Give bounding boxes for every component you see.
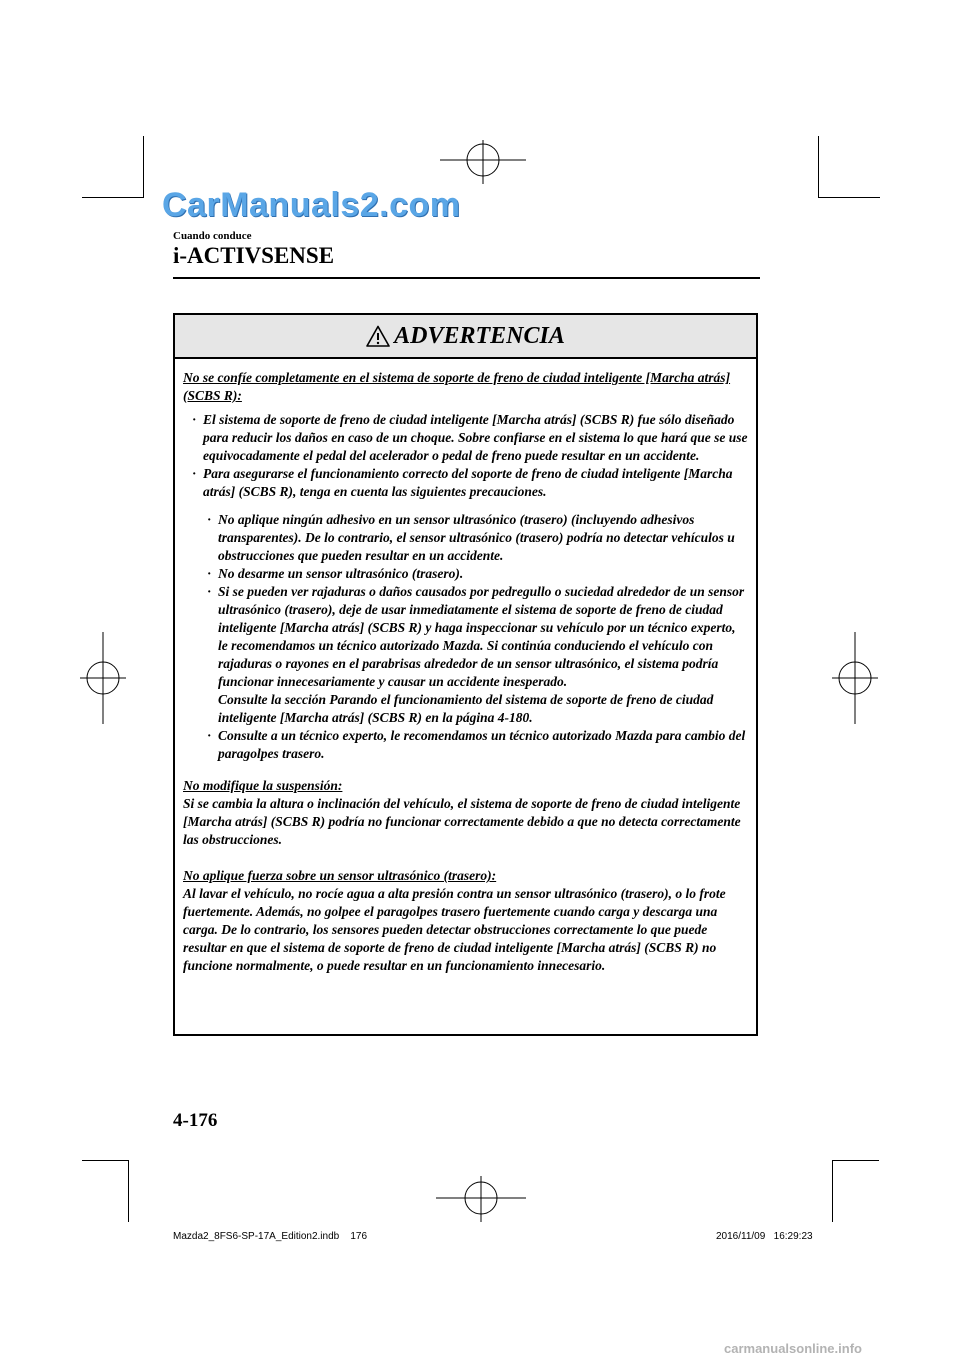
warning-heading-3: No aplique fuerza sobre un sensor ultrasónico (trasero): <box>183 868 497 883</box>
list-item: · El sistema de soporte de freno de ciudad inteligente [Marcha atrás] (SCBS R) fue sólo diseñado para reducir los daños en caso de un choque. Sobre confiarse en el sistema lo que hará que se use equivocadamente el pedal del acelerador o pedal de freno puede resultar en un accidente. <box>183 411 748 465</box>
section-label: Cuando conduce <box>173 230 252 242</box>
warning-text-2: Si se cambia la altura o inclinación del vehículo, el sistema de soporte de freno de ciudad inteligente [Marcha atrás] (SCBS R) podría no funcionar correctamente debido a que no detecta correctamente las obstrucciones. <box>183 796 741 847</box>
warning-bullet-list <box>183 411 748 501</box>
list-item: · Consulte a un técnico experto, le recomendamos un técnico autorizado Mazda para cambio del paragolpes trasero. <box>183 727 748 763</box>
warning-heading-1: No se confíe completamente en el sistema de soporte de freno de ciudad inteligente [Marcha atrás] (SCBS R): <box>183 370 731 403</box>
list-item: · No desarme un sensor ultrasónico (trasero). <box>183 565 748 583</box>
warning-header <box>175 315 756 359</box>
list-item-text: Si se pueden ver rajaduras o daños causados por pedregullo o suciedad alrededor de un sensor ultrasónico (trasero), deje de usar inmediatamente el sistema de soporte de freno de ciudad inteligente [Marcha atrás] (SCBS R) y haga inspeccionar su vehículo por un técnico experto, le recomendamos un técnico autorizado Mazda. Si continúa conduciendo el vehículo con rajaduras o rayones en el parabrisas alrededor de un sensor ultrasónico, el sistema podría funcionar innecesariamente y causar un accidente inesperado. <box>218 584 745 689</box>
list-item: · Para asegurarse el funcionamiento correcto del soporte de freno de ciudad inteligente [Marcha atrás] (SCBS R), tenga en cuenta las siguientes precauciones. <box>183 465 748 501</box>
registration-mark-left <box>80 632 126 724</box>
warning-text-3: Al lavar el vehículo, no rocíe agua a alta presión contra un sensor ultrasónico (trasero), o lo frote fuertemente. Además, no golpee el paragolpes trasero fuertemente cuando carga y descarga una carga. De lo contrario, los sensores pueden detectar obstrucciones correctamente lo que puede resultar en que el sistema de soporte de freno de ciudad inteligente [Marcha atrás] (SCBS R) no funcione normalmente, o puede resultar en un funcionamiento innecesario. <box>183 886 726 973</box>
warning-triangle-icon <box>366 325 390 347</box>
registration-mark-right <box>832 632 878 724</box>
list-item: · No aplique ningún adhesivo en un sensor ultrasónico (trasero) (incluyendo adhesivos transparentes). De lo contrario, el sensor ultrasónico (trasero) podría no detectar vehículos u obstrucciones que pueden resultar en un accidente. <box>183 511 748 565</box>
warning-body <box>175 359 756 975</box>
warning-subbullet-list <box>183 511 748 763</box>
section-title: i-ACTIVSENSE <box>173 243 335 268</box>
page-reference: Consulte la sección Parando el funcionamiento del sistema de soporte de freno de ciudad inteligente [Marcha atrás] (SCBS R) en la página 4-180. <box>218 692 714 725</box>
page-number: 4-176 <box>173 1110 218 1131</box>
list-item <box>183 583 748 727</box>
registration-mark-bottom <box>436 1176 526 1222</box>
watermark-bottom[interactable]: carmanualsonline.info <box>724 1341 862 1356</box>
warning-heading-2: No modifique la suspensión: <box>183 778 343 793</box>
watermark-top[interactable]: CarManuals2.com <box>162 186 461 224</box>
registration-mark-top <box>440 140 526 184</box>
warning-box <box>173 313 758 1036</box>
warning-title: ADVERTENCIA <box>394 322 565 349</box>
footer-file-info: Mazda2_8FS6-SP-17A_Edition2.indb 176 <box>173 1231 368 1242</box>
title-rule <box>173 277 760 279</box>
footer-date-info: 2016/11/09 16:29:23 <box>716 1231 813 1242</box>
